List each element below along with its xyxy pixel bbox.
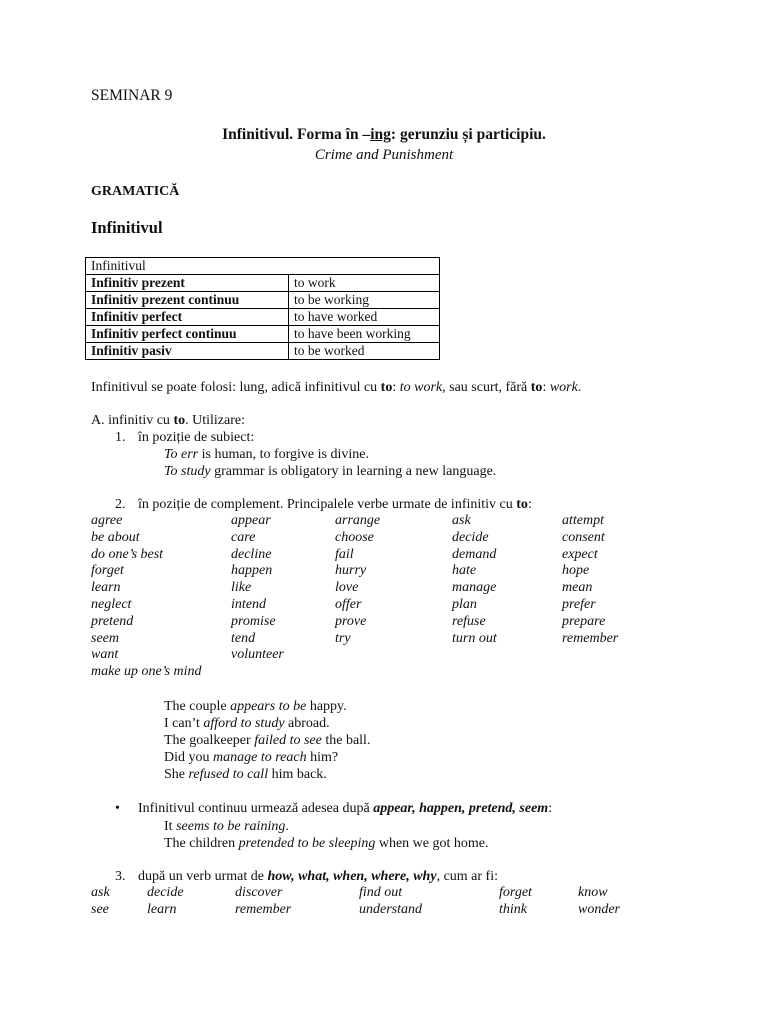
verb-item: manage xyxy=(452,580,497,596)
verb-item: want xyxy=(91,647,119,663)
verb-item: prefer xyxy=(562,597,596,612)
verb-item: offer xyxy=(335,597,362,612)
example-line xyxy=(164,749,338,766)
example-italic: To study xyxy=(164,464,211,479)
example-text: is human, to forgive is divine. xyxy=(198,447,369,462)
table-row xyxy=(86,275,440,292)
table-cell-form: to have worked xyxy=(289,309,440,326)
example-text: him? xyxy=(306,750,339,765)
verb-item: promise xyxy=(231,613,276,629)
verb-item: decline xyxy=(231,546,272,562)
verb-item: prepare xyxy=(562,613,606,629)
table-cell-form: to be worked xyxy=(289,343,440,360)
verb-item: fail xyxy=(335,546,354,562)
example-line xyxy=(164,698,347,715)
table-row xyxy=(86,309,440,326)
example-text: . xyxy=(285,819,289,834)
item-3-label: după un verb urmat de xyxy=(138,869,268,884)
verb-item: attempt xyxy=(562,513,604,528)
table-cell-name: Infinitiv prezent continuu xyxy=(86,292,289,309)
usage-text: . xyxy=(577,380,582,395)
section-a-text: . Utilizare: xyxy=(185,413,245,428)
title-part-1: Infinitivul. Forma în – xyxy=(222,126,371,143)
usage-text: : xyxy=(392,380,400,395)
seminar-label: SEMINAR 9 xyxy=(91,87,173,104)
example-text: The couple xyxy=(164,699,231,714)
usage-to-bold: to xyxy=(530,380,543,395)
verb-item: remember xyxy=(562,630,619,646)
verb-item: refuse xyxy=(452,613,486,629)
example-line xyxy=(164,766,327,783)
verb-item: understand xyxy=(359,901,422,917)
title-part-2: : gerunziu și participiu. xyxy=(390,126,546,143)
example-line xyxy=(164,446,369,463)
verb-item: learn xyxy=(147,901,177,917)
usage-paragraph xyxy=(91,379,581,396)
table-header-cell: Infinitivul xyxy=(86,258,440,275)
verb-item: love xyxy=(335,580,359,596)
infinitive-table xyxy=(85,257,440,360)
table-cell-form: to work xyxy=(289,275,440,292)
table-cell-name: Infinitiv prezent xyxy=(86,275,289,292)
example-italic: seems to be raining xyxy=(176,819,286,834)
usage-text: : xyxy=(542,380,550,395)
table-cell-name: Infinitiv pasiv xyxy=(86,343,289,360)
usage-long-example: to work xyxy=(399,380,443,395)
verb-item: happen xyxy=(231,563,273,579)
example-text: The children xyxy=(164,836,239,851)
usage-text: , sau scurt, fără xyxy=(442,380,531,395)
item-3-text xyxy=(138,868,498,885)
verb-item: ask xyxy=(91,885,110,900)
example-italic: afford to study xyxy=(203,716,285,731)
verb-item: like xyxy=(231,580,252,596)
table-row xyxy=(86,292,440,309)
example-italic: manage to reach xyxy=(213,750,307,765)
section-a-heading xyxy=(91,412,245,429)
verb-item: plan xyxy=(452,597,477,612)
item-2-number: 2. xyxy=(115,497,126,512)
verb-item: make up one’s mind xyxy=(91,664,202,680)
example-line xyxy=(164,818,289,835)
bullet-end: : xyxy=(548,801,553,816)
example-text: abroad. xyxy=(284,716,330,731)
verb-item: ask xyxy=(452,513,471,528)
example-text: The goalkeeper xyxy=(164,733,255,748)
item-1-number: 1. xyxy=(115,430,126,445)
usage-to-bold: to xyxy=(380,380,393,395)
verb-item: try xyxy=(335,630,351,646)
example-italic: To err xyxy=(164,447,199,462)
verb-item: consent xyxy=(562,529,605,545)
verb-item: remember xyxy=(235,901,292,917)
example-line xyxy=(164,715,330,732)
usage-text: Infinitivul se poate folosi: lung, adică infinitivul cu xyxy=(91,380,381,395)
table-cell-form: to have been working xyxy=(289,326,440,343)
example-text: It xyxy=(164,819,177,834)
verb-item: decide xyxy=(147,885,184,900)
verb-item: discover xyxy=(235,885,283,900)
item-3-end: , cum ar fi: xyxy=(436,869,498,884)
example-text: him back. xyxy=(268,767,327,782)
section-a-to: to xyxy=(173,413,186,428)
verb-item: care xyxy=(231,529,256,545)
item-2-label: în poziție de complement. Principalele verbe urmate de infinitiv cu xyxy=(138,497,517,512)
example-italic: appears to be xyxy=(230,699,307,714)
example-text: Did you xyxy=(164,750,213,765)
title-ing: ing xyxy=(370,126,391,143)
bullet-verbs: appear, happen, pretend, seem xyxy=(373,801,549,816)
verb-item: turn out xyxy=(452,630,497,646)
example-text: happy. xyxy=(306,699,347,714)
example-line xyxy=(164,463,496,480)
item-3-number: 3. xyxy=(115,869,126,884)
verb-item: intend xyxy=(231,597,266,612)
verb-item: forget xyxy=(499,885,532,900)
table-row xyxy=(86,326,440,343)
verb-item: forget xyxy=(91,563,124,579)
example-text: I can’t xyxy=(164,716,204,731)
verb-item: hurry xyxy=(335,563,367,579)
usage-short-example: work xyxy=(549,380,578,395)
example-text: grammar is obligatory in learning a new language. xyxy=(210,464,497,479)
example-italic: pretended to be sleeping xyxy=(238,836,376,851)
subsection-heading: Infinitivul xyxy=(91,218,163,237)
verb-item: see xyxy=(91,901,109,917)
table-cell-name: Infinitiv perfect xyxy=(86,309,289,326)
verb-item: pretend xyxy=(91,613,134,629)
bullet-text xyxy=(138,800,552,817)
verb-item: volunteer xyxy=(231,647,284,663)
example-italic: failed to see xyxy=(254,733,322,748)
section-a-text: A. infinitiv cu xyxy=(91,413,174,428)
example-text: She xyxy=(164,767,189,782)
bullet-icon: • xyxy=(115,801,120,816)
example-text: the ball. xyxy=(321,733,371,748)
table-header-row xyxy=(86,258,440,275)
item-3-wh-words: how, what, when, where, why xyxy=(267,869,437,884)
verb-item: think xyxy=(499,901,527,917)
item-2-end: : xyxy=(527,497,532,512)
verb-item: find out xyxy=(359,885,403,900)
verb-item: decide xyxy=(452,529,489,545)
verb-item: be about xyxy=(91,529,140,545)
document-subtitle: Crime and Punishment xyxy=(314,147,454,163)
item-2-to: to xyxy=(516,497,528,512)
verb-item: expect xyxy=(562,546,598,562)
verb-item: tend xyxy=(231,630,256,646)
verb-item: prove xyxy=(335,613,367,629)
example-text: when we got home. xyxy=(375,836,489,851)
table-cell-form: to be working xyxy=(289,292,440,309)
example-line xyxy=(164,732,370,749)
verb-item: know xyxy=(578,885,608,900)
verb-item: hope xyxy=(562,563,590,579)
verb-item: choose xyxy=(335,529,374,545)
verb-item: mean xyxy=(562,580,593,596)
verb-item: do one’s best xyxy=(91,546,164,562)
document-title xyxy=(0,126,768,144)
section-heading: GRAMATICĂ xyxy=(91,184,180,199)
verb-item: seem xyxy=(91,630,119,646)
table-cell-name: Infinitiv perfect continuu xyxy=(86,326,289,343)
item-2-text xyxy=(138,496,532,513)
verb-item: wonder xyxy=(578,901,620,917)
verb-item: demand xyxy=(452,546,497,562)
table-row xyxy=(86,343,440,360)
example-line xyxy=(164,835,489,852)
item-1-text: în poziție de subiect: xyxy=(138,430,255,445)
verb-item: agree xyxy=(91,513,123,528)
verb-item: hate xyxy=(452,563,477,579)
verb-item: appear xyxy=(231,513,271,528)
verb-item: learn xyxy=(91,580,121,596)
verb-item: neglect xyxy=(91,597,132,612)
verb-item: arrange xyxy=(335,513,381,528)
example-italic: refused to call xyxy=(188,767,269,782)
bullet-label: Infinitivul continuu urmează adesea după xyxy=(138,801,374,816)
